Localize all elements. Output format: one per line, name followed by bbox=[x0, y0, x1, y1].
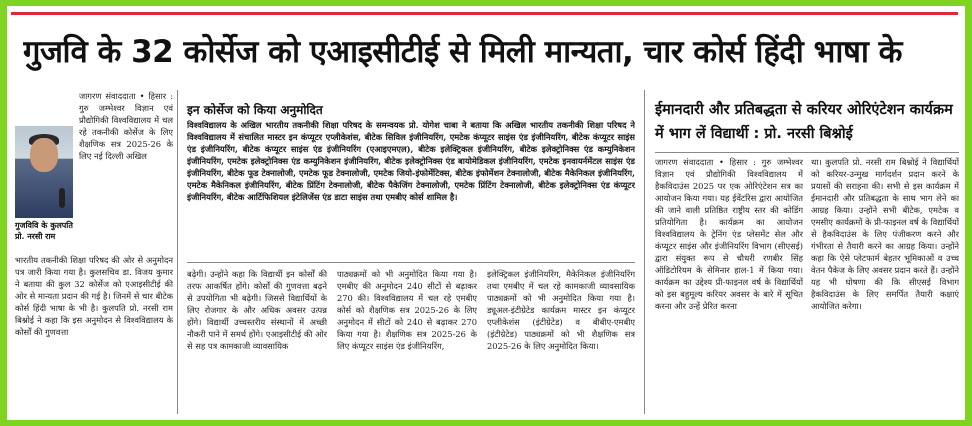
box-bottom-rule bbox=[187, 262, 635, 263]
approved-courses-subhead: इन कोर्सेज को किया अनुमोदित bbox=[187, 103, 323, 117]
column-divider-left bbox=[177, 90, 178, 414]
right-column-2: था। कुलपति प्रो. नरसी राम बिश्नोई ने विद्यार्थियों को करियर-उन्मुख मार्गदर्शन प्रदान करने के प्रयासों की सराहना की। सभी से इस कार्यक्रम में ईमानदारी और प्रतिबद्धता के साथ भाग लेने का आग्रह किया। उन्होंने सभी बीटेक, एमटेक व एमसीए कार्यक्रमों के प्री-फाइनल वर्ष के विद्यार्थियों से हैकविदाउंस के लिए पंजीकरण करने और गंभीरता से तैयारी करने का आग्रह किया। उन्होंने कहा कि ऐसे प्लेटफार्म बेहतर भूमिकाओं व उच्च वेतन पैकेज के लिए अवसर प्रदान करते हैं। उन्होंने यह भी घोषणा की कि सीएसई विभाग हैकविदाउंस के लिए समर्पित तैयारी कक्षाएं आयोजित करेगा। bbox=[811, 157, 959, 311]
left-column-top-text: जागरण संवाददाता • हिसार : गुरु जम्भेश्वर विज्ञान एवं प्रौद्योगिकी विश्वविद्यालय में चल रहे तकनीकी कोर्सेज के लिए शैक्षणिक सत्र 2025-26 के लिए नई दिल्ली अखिल bbox=[79, 91, 173, 161]
middle-column-2: पाठ्यक्रमों को भी अनुमोदित किया गया है। एमबीए की अनुमोदन 240 सीटों से बढ़ाकर 270 की। विश्वविद्यालय में चल रहे एमबीए कोर्स को शैक्षणिक सत्र 2025-26 के लिए अनुमोदन में सीटों को 240 से बढ़ाकर 270 किया गया है। शैक्षणिक सत्र 2025-26 के लिए कंप्यूटर साइंस एंड इंजीनियरिंग, bbox=[337, 269, 477, 351]
right-headline: ईमानदारी और प्रतिबद्धता से करियर ओरिएंटेशन कार्यक्रम में भाग लें विद्यार्थी : प्रो. नरसी बिश्नोई bbox=[655, 102, 953, 142]
photo-face bbox=[30, 138, 58, 172]
right-column-1: जागरण संवाददाता • हिसार : गुरु जम्भेश्वर विज्ञान एवं प्रौद्योगिकी विश्वविद्यालय में हैकविदाउंस 2025 पर एक ओरिएंटेशन सत्र का आयोजन किया गया। यह ईवेंटरिस द्वारा आयोजित की जाने वाली प्रतिष्ठित राष्ट्रीय स्तर की कोडिंग प्रतियोगिता है। कार्यक्रम का आयोजन विश्वविद्यालय के ट्रेनिंग एंड प्लेसमेंट सेल और कंप्यूटर साइंस और इंजीनियरिंग विभाग (सीएसई) द्वारा संयुक्त रूप से चौधरी रणबीर सिंह ऑडिटोरियम के सेमिनार हाल-1 में किया गया। कार्यक्रम का उद्देश्य प्री-फाइनल वर्ष के विद्यार्थियों को इस बहुमूल्य करियर अवसर के बारे में सूचित करना और उन्हें प्रेरित करना bbox=[655, 157, 803, 311]
middle-column-1: बढ़ेगी। उन्होंने कहा कि विद्यार्थी इन कोर्सों की तरफ आकर्षित होंगे। कोर्सों की गुणवत्ता बढ़ने से उपयोगिता भी बढ़ेगी। जिससे विद्यार्थियों के लिए रोजगार के और अधिक अवसर उत्पन्न होंगे। विद्यार्थी उच्चस्तरीय संस्थानों में अच्छी नौकरी पाने में समर्थ होंगे। एआइसीटीई की ओर से सह पत्र कामकाजी व्यावसायिक bbox=[187, 269, 327, 351]
top-red-rule bbox=[11, 12, 958, 15]
photo-microphone bbox=[59, 188, 65, 208]
left-column-bottom-text: भारतीय तकनीकी शिक्षा परिषद की ओर से अनुमोदन पत्र जारी किया गया है। कुलसचिव डा. विजय कुमार ने बताया की कुल 32 कोर्सेज को एआइसीटीई की ओर से मान्यता प्रदान की गई है। जिनमें से चार बीटेक कोर्स हिंदी भाषा के भी है। कुलपति प्रो. नरसी राम बिश्नोई ने कहा कि इस अनुमोदन से विश्वविद्यालय के कोर्सों की गुणवत्ता bbox=[15, 255, 173, 337]
photo-caption: गुजविवि के कुलपति प्रो. नरसी राम bbox=[15, 220, 73, 241]
main-headline: गुजवि के 32 कोर्सेज को एआइसीटीई से मिली मान्यता, चार कोर्स हिंदी भाषा के bbox=[23, 34, 902, 70]
right-headline-rule bbox=[655, 152, 959, 153]
column-divider-right bbox=[644, 90, 645, 414]
vice-chancellor-photo bbox=[15, 126, 73, 218]
approved-courses-box: विश्वविद्यालय के अखिल भारतीय तकनीकी शिक्षा परिषद के समन्वयक प्रो. योगेश चाबा ने बताया कि अखिल भारतीय तकनीकी शिक्षा परिषद ने विश्वविद्यालय में संचालित मास्टर इन कंप्यूटर एप्लीकेशंस, बीटेक सिविल इंजीनियरिंग, एमटेक कंप्यूटर साइंस एंड इंजीनियरिंग, बीटेक कंप्यूटर साइंस एंड इंजीनियरिंग, बीटेक कंप्यूटर साइंस एंड इंजीनियरिंग (एआइएमएल), बीटेक इलेक्ट्रिकल इंजीनियरिंग, बीटेक इलेक्ट्रोनिक्स एंड कम्युनिकेशन इंजीनियरिंग, एमटेक इलेक्ट्रोनिक्स एंड कम्युनिकेशन इंजीनियरिंग, बीटेक इलेक्ट्रोनिक्स एंड बायोमेडिकल इंजीनियरिंग, एमटेक इनवायर्नमेंटल साइंस एंड इंजीनियरिंग, बीटेक फूड टेक्नालोजी, एमटेक फूड टेक्नालोजी, एमटेक जियो-इंफोर्मेटिक्स, बीटेक इंफोर्मेशन टेक्नालोजी, बीटेक मैकेनिकल इंजीनियरिंग, एमटेक मैकेनिकल इंजीनियरिंग, बीटेक प्रिंटिंग टेक्नालोजी, बीटेक पैकेजिंग टेक्नालोजी, एमटेक प्रिंटिंग टेक्नालोजी, बीटेक इलेक्ट्रोनिक्स एंड कंप्यूटर इंजीनियरिंग, बीटेक आर्टिफिशियल इंटेलिजेंस एंड डाटा साइंस तथा एमबीए कोर्स शामिल है। bbox=[187, 120, 635, 202]
middle-column-3: इलेक्ट्रिकल इंजीनियरिंग, मैकेनिकल इंजीनियरिंग तथा एमबीए में चल रहे कामकाजी व्यावसायिक पाठ्यक्रमों को भी अनुमोदित किया गया है। ड्यूअल-इंटीग्रेटेड कार्यक्रम मास्टर इन कंप्यूटर एप्लीकेशंस (इंटीग्रेटेड) व बीबीए-एमबीए (इंटीग्रेटेड) पाठ्यक्रमों को भी शैक्षणिक सत्र 2025-26 के लिए अनुमोदित किया। bbox=[487, 269, 635, 351]
newspaper-clipping bbox=[7, 6, 965, 420]
